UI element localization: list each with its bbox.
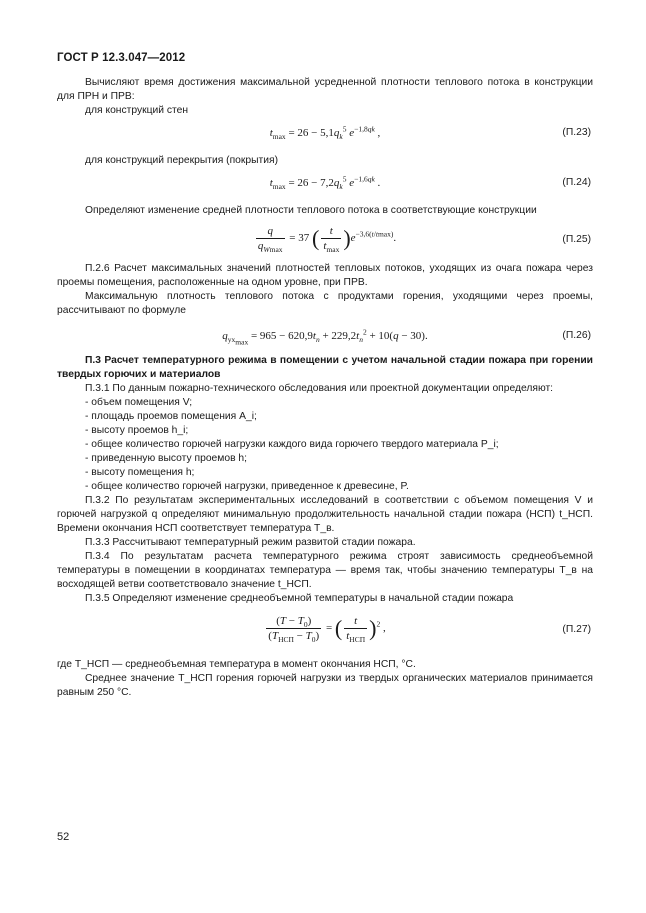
formula-p26-expr: $q_{ух_{max}} = 965 - 620,9t_п + 229,2t_п^2 + 10(q - 30)$. [222,327,428,347]
list-item: - высоту помещения h; [85,467,195,478]
paragraph-p3-3: П.3.3 Рассчитывают температурный режим развитой стадии пожара. [85,537,416,548]
formula-p25-expr: $\frac{q}{q_{Wmax}}$ = 37 ( $\frac{t}{t_{max}}$ )$e^{-3,6(t/tmax)}$. [257,225,397,255]
paragraph-average-value: Среднее значение T_НСП горения горючей нагрузки из твердых органических материалов принимается равным 250 °С. [57,673,593,698]
paragraph-p3-5: П.3.5 Определяют изменение среднеобъемной температуры в начальной стадии пожара [85,593,514,604]
formula-p27-expr: $\frac{(T - T_0)}{(T_{НСП} - T_0)}$ = ( $\frac{t}{t_{НСП}}$ )$^2$ , [268,615,386,645]
formula-p24-expr: $t_{max} = 26 - 7,2q_k^5$ $e^{-1,6qk}$ . [269,174,381,192]
paragraph-time-max: Вычисляют время достижения максимальной усредненной плотности теплового потока в конструкции для ПРН и ПРВ: [57,77,593,102]
formula-p23 [57,118,593,148]
paragraph-ceiling: для конструкций перекрытия (покрытия) [85,155,279,166]
paragraph-walls: для конструкций стен [85,105,189,116]
paragraph-where: где T_НСП — среднеобъемная температура в момент окончания НСП, °С. [57,659,416,670]
formula-p23-expr: $t_{max} = 26 - 5,1q_k^5$ $e^{-1,8qk}$ , [269,124,381,142]
paragraph-p2-6: П.2.6 Расчет максимальных значений плотностей тепловых потоков, уходящих из очага пожара через проемы помещения, расположенные на одном уровне, при ПРВ. [57,263,593,288]
paragraph-p3-2: П.3.2 По результатам экспериментальных исследований в соответствии с объемом помещения V и горючей нагрузкой q определяют минимальную продолжительность начальной стадии пожара (НСП) t_НСП. Времени окончания НСП соответствует температура T_в. [57,495,593,534]
page-content [57,76,593,700]
list-item: - объем помещения V; [85,397,193,408]
formula-p25 [57,218,593,262]
document-header: ГОСТ Р 12.3.047—2012 [57,52,186,64]
paragraph-p3-1: П.3.1 По данным пожарно-технического обследования или проектной документации определяют: [85,383,554,394]
list-item: - общее количество горючей нагрузки каждого вида горючего твердого материала P_i; [85,439,499,450]
paragraph-max-flux: Максимальную плотность теплового потока с продуктами горения, уходящими через проемы, рассчитывают по формуле [57,291,593,316]
list-item: - площадь проемов помещения A_i; [85,411,257,422]
formula-p24 [57,168,593,198]
formula-p26 [57,318,593,354]
formula-p27 [57,606,593,658]
section-heading-p3: П.3 Расчет температурного режима в помещении с учетом начальной стадии пожара при горении твердых горючих и материалов [57,355,593,380]
formula-number: (П.27) [562,624,591,635]
page-number: 52 [57,831,70,843]
list-item: - приведенную высоту проемов h; [85,453,247,464]
formula-number: (П.24) [562,177,591,188]
list-item: - высоту проемов h_i; [85,425,189,436]
formula-number: (П.25) [562,234,591,245]
formula-number: (П.23) [562,127,591,138]
list-item: - общее количество горючей нагрузки, приведенное к древесине, P. [85,481,409,492]
formula-number: (П.26) [562,330,591,341]
paragraph-p3-4: П.3.4 По результатам расчета температурного режима строят зависимость среднеобъемной температуры в помещении в координатах температура — время так, чтобы значению температуры T_в на восходящей ветви соответствовало значение t_НСП. [57,551,593,590]
paragraph-heat-flux-change: Определяют изменение средней плотности теплового потока в соответствующие конструкции [85,205,537,216]
